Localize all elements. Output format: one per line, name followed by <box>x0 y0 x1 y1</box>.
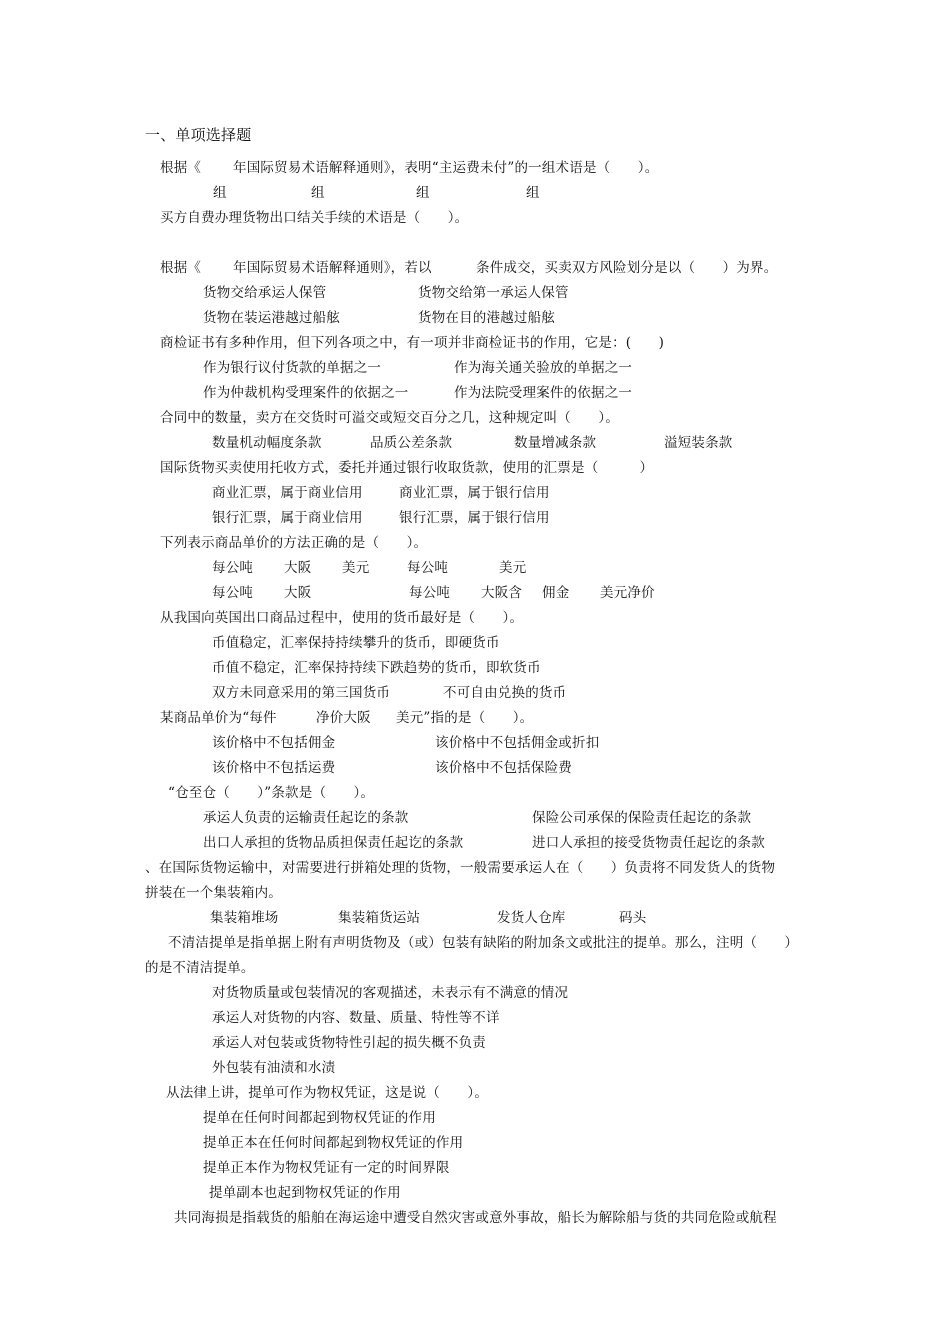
q3-option-c: 货物在装运港越过船舷 <box>203 310 340 326</box>
q11-stem-line1: 、在国际货物运输中，对需要进行拼箱处理的货物，一般需要承运人在（ ）负责将不同发货人的货物 <box>145 860 776 876</box>
q7-option-d-commission: 佣金 <box>542 585 570 601</box>
q3-stem-a: 根据《 <box>160 260 202 276</box>
q7-option-d-port: 大阪含 <box>481 585 523 601</box>
q2-stem: 买方自费办理货物出口结关手续的术语是（ ）。 <box>160 210 469 226</box>
q4-option-b: 作为海关通关验放的单据之一 <box>454 360 633 376</box>
q11-option-c: 发货人仓库 <box>497 910 566 926</box>
q6-stem: 国际货物买卖使用托收方式，委托并通过银行收取货款，使用的汇票是（ ） <box>160 460 654 476</box>
q9-option-a: 该价格中不包括佣金 <box>212 735 336 751</box>
q11-option-a: 集装箱堆场 <box>210 910 279 926</box>
q14-stem: 共同海损是指载货的船舶在海运途中遭受自然灾害或意外事故，船长为解除船与货的共同危险或航程 <box>174 1210 777 1226</box>
q1-option-a: 组 <box>213 185 227 201</box>
q9-option-b: 该价格中不包括佣金或折扣 <box>435 735 600 751</box>
q1-option-d: 组 <box>526 185 540 201</box>
q8-option-d: 不可自由兑换的货币 <box>443 685 567 701</box>
q13-option-a: 提单在任何时间都起到物权凭证的作用 <box>203 1110 436 1126</box>
q1-stem-a: 根据《 <box>160 160 202 176</box>
q9-stem-c: 美元”指的是（ ）。 <box>396 710 534 726</box>
q13-option-b: 提单正本在任何时间都起到物权凭证的作用 <box>203 1135 464 1151</box>
q8-option-a: 币值稳定，汇率保持持续攀升的货币，即硬货币 <box>212 635 500 651</box>
q3-stem-c: 条件成交，买卖双方风险划分是以（ ）为界。 <box>476 260 778 276</box>
q3-option-d: 货物在目的港越过船舷 <box>418 310 555 326</box>
q13-option-d: 提单副本也起到物权凭证的作用 <box>209 1185 401 1201</box>
q8-option-c: 双方未同意采用的第三国货币 <box>212 685 391 701</box>
q10-option-a: 承运人负责的运输责任起讫的条款 <box>203 810 409 826</box>
q3-option-a: 货物交给承运人保管 <box>203 285 327 301</box>
q1-option-c: 组 <box>416 185 430 201</box>
q12-stem-line2: 的是不清洁提单。 <box>145 960 255 976</box>
q5-option-a: 数量机动幅度条款 <box>212 435 322 451</box>
q9-option-d: 该价格中不包括保险费 <box>435 760 572 776</box>
q8-stem: 从我国向英国出口商品过程中，使用的货币最好是（ ）。 <box>160 610 524 626</box>
q10-option-d: 进口人承担的接受货物责任起讫的条款 <box>532 835 765 851</box>
q13-stem: 从法律上讲，提单可作为物权凭证，这是说（ ）。 <box>166 1085 489 1101</box>
q7-option-b-unit: 每公吨 <box>407 560 449 576</box>
q4-option-a: 作为银行议付货款的单据之一 <box>203 360 382 376</box>
q8-option-b: 币值不稳定，汇率保持持续下跌趋势的货币，即软货币 <box>212 660 541 676</box>
q1-stem-b: 年国际贸易术语解释通则》，表明“主运费未付”的一组术语是（ ）。 <box>233 160 659 176</box>
q9-option-c: 该价格中不包括运费 <box>212 760 336 776</box>
q3-stem-b: 年国际贸易术语解释通则》，若以 <box>233 260 432 276</box>
q6-option-c: 银行汇票，属于商业信用 <box>212 510 363 526</box>
q10-option-b: 保险公司承保的保险责任起讫的条款 <box>532 810 752 826</box>
q7-option-c-unit: 每公吨 <box>212 585 254 601</box>
q11-option-b: 集装箱货运站 <box>338 910 421 926</box>
q7-option-c-port: 大阪 <box>284 585 312 601</box>
q7-option-d-unit: 每公吨 <box>409 585 451 601</box>
q3-option-b: 货物交给第一承运人保管 <box>418 285 569 301</box>
q11-stem-line2: 拼装在一个集装箱内。 <box>145 885 282 901</box>
q12-option-d: 外包装有油渍和水渍 <box>212 1060 336 1076</box>
q7-option-a-unit: 每公吨 <box>212 560 254 576</box>
q7-option-a-port: 大阪 <box>284 560 312 576</box>
q13-option-c: 提单正本作为物权凭证有一定的时间界限 <box>203 1160 450 1176</box>
q7-option-d-net: 美元净价 <box>600 585 655 601</box>
q1-option-b: 组 <box>311 185 325 201</box>
q9-stem-b: 净价大阪 <box>316 710 371 726</box>
q7-option-b-currency: 美元 <box>499 560 527 576</box>
q5-option-c: 数量增减条款 <box>514 435 597 451</box>
q6-option-d: 银行汇票，属于银行信用 <box>399 510 550 526</box>
q5-option-d: 溢短装条款 <box>664 435 733 451</box>
q6-option-a: 商业汇票，属于商业信用 <box>212 485 363 501</box>
q6-option-b: 商业汇票，属于银行信用 <box>399 485 550 501</box>
q5-option-b: 品质公差条款 <box>370 435 453 451</box>
q12-option-b: 承运人对货物的内容、数量、质量、特性等不详 <box>212 1010 500 1026</box>
q7-stem: 下列表示商品单价的方法正确的是（ ）。 <box>160 535 428 551</box>
q4-option-c: 作为仲裁机构受理案件的依据之一 <box>203 385 409 401</box>
q12-option-a: 对货物质量或包装情况的客观描述，未表示有不满意的情况 <box>212 985 569 1001</box>
q4-stem: 商检证书有多种作用，但下列各项之中，有一项并非商检证书的作用，它是：( ) <box>160 335 665 351</box>
q9-stem-a: 某商品单价为“每件 <box>160 710 277 726</box>
q5-stem: 合同中的数量，卖方在交货时可溢交或短交百分之几，这种规定叫（ ）。 <box>160 410 620 426</box>
q10-stem: “仓至仓（ ）”条款是（ ）。 <box>168 785 375 801</box>
q10-option-c: 出口人承担的货物品质担保责任起讫的条款 <box>203 835 464 851</box>
q12-stem-line1: 不清洁提单是指单据上附有声明货物及（或）包装有缺陷的附加条文或批注的提单。那么，注明（ ） <box>168 935 799 951</box>
q11-option-d: 码头 <box>619 910 647 926</box>
q4-option-d: 作为法院受理案件的依据之一 <box>454 385 633 401</box>
q7-option-a-currency: 美元 <box>342 560 370 576</box>
q12-option-c: 承运人对包装或货物特性引起的损失概不负责 <box>212 1035 486 1051</box>
section-title: 一、单项选择题 <box>145 126 252 144</box>
